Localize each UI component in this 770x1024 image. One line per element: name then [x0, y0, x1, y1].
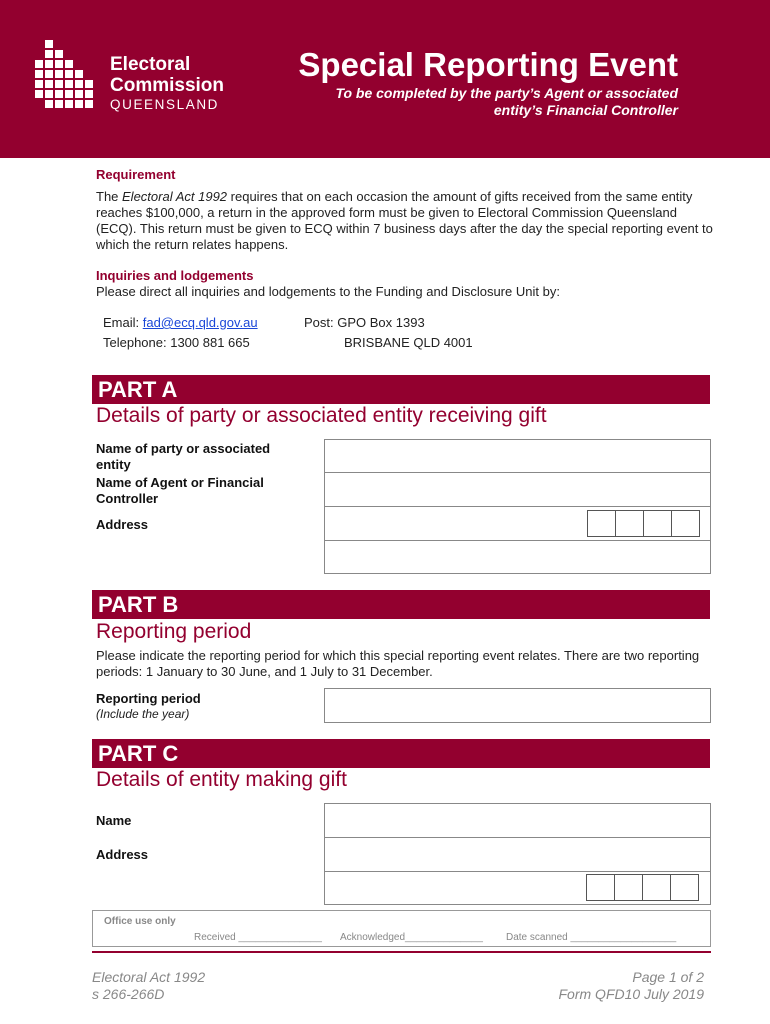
ecq-logo-icon	[32, 40, 110, 112]
email-line	[103, 315, 258, 330]
postcode-digit[interactable]	[587, 510, 616, 537]
party-name-label: Name of party or associated entity	[96, 441, 271, 472]
part-a-bar: PART A	[92, 375, 710, 404]
reporting-period-hint: (Include the year)	[96, 707, 190, 721]
received-field: Received _______________	[194, 932, 322, 943]
page-number: Page 1 of 2	[632, 969, 704, 985]
part-b-bar: PART B	[92, 590, 710, 619]
header-banner	[0, 0, 770, 158]
part-c-bar: PART C	[92, 739, 710, 768]
requirement-text	[96, 189, 718, 253]
page-subtitle: To be completed by the party’s Agent or associated entity’s Financial Controller	[335, 85, 678, 118]
postcode-digit[interactable]	[642, 874, 671, 901]
footer-right	[559, 969, 705, 1003]
postcode-digit[interactable]	[670, 874, 699, 901]
telephone-line: Telephone: 1300 881 665	[103, 335, 250, 350]
agent-name-input[interactable]	[324, 472, 711, 507]
requirement-text-start: The	[96, 189, 123, 204]
postcode-digit[interactable]	[614, 874, 643, 901]
agent-name-label: Name of Agent or Financial Controller	[96, 475, 264, 506]
requirement-heading: Requirement	[96, 167, 176, 182]
part-c-subtitle: Details of entity making gift	[96, 768, 347, 791]
page-title: Special Reporting Event	[298, 46, 678, 83]
requirement-text-end: requires that on each occasion the amount of gifts received from the same entity reaches $100,000, a return in the approved form must be given to Electoral Commission Queensland (ECQ). This return must be given to ECQ within 7 business days after the day the special reporting event to which the return relates happens.	[96, 189, 713, 252]
email-label: Email:	[103, 315, 143, 330]
org-line3: QUEENSLAND	[110, 97, 220, 112]
org-line2: Commission	[110, 75, 225, 96]
footer-divider	[92, 951, 711, 953]
footer-section: s 266-266D	[92, 986, 165, 1002]
part-b-text: Please indicate the reporting period for which this special reporting event relates. There are two reporting periods: 1 January to 30 June, and 1 July to 31 December.	[96, 648, 700, 679]
org-name	[110, 54, 224, 114]
post-line1: Post: GPO Box 1393	[304, 315, 425, 330]
postcode-digit[interactable]	[643, 510, 672, 537]
inquiries-text: Please direct all inquiries and lodgements to the Funding and Disclosure Unit by:	[96, 284, 560, 299]
footer-left	[92, 969, 205, 1003]
act-name: Electoral Act 1992	[122, 189, 228, 204]
postcode-digit[interactable]	[586, 874, 615, 901]
part-a-subtitle: Details of party or associated entity receiving gift	[96, 404, 547, 427]
part-c-postcode-boxes[interactable]	[587, 874, 699, 901]
giver-address-input-line1[interactable]	[324, 837, 711, 872]
part-a-address-input-line2[interactable]	[324, 540, 711, 574]
acknowledged-field: Acknowledged______________	[340, 932, 483, 943]
office-use-label: Office use only	[104, 916, 176, 927]
postcode-digit[interactable]	[615, 510, 644, 537]
inquiries-heading: Inquiries and lodgements	[96, 268, 254, 283]
post-line2: BRISBANE QLD 4001	[344, 335, 473, 350]
giver-address-label: Address	[96, 847, 149, 862]
part-b-subtitle: Reporting period	[96, 620, 252, 643]
party-name-input[interactable]	[324, 439, 711, 473]
email-link[interactable]: fad@ecq.qld.gov.au	[142, 315, 258, 330]
giver-name-input[interactable]	[324, 803, 711, 838]
giver-name-label: Name	[96, 813, 132, 828]
date-scanned-field: Date scanned ___________________	[506, 932, 677, 943]
part-a-postcode-boxes[interactable]	[588, 510, 700, 537]
footer-act: Electoral Act 1992	[92, 969, 206, 985]
part-a-address-label: Address	[96, 517, 149, 532]
reporting-period-label: Reporting period	[96, 691, 201, 706]
reporting-period-input[interactable]	[324, 688, 711, 723]
postcode-digit[interactable]	[671, 510, 700, 537]
form-code: Form QFD10 July 2019	[558, 986, 704, 1002]
office-use-box	[92, 910, 711, 947]
org-line1: Electoral	[110, 54, 191, 75]
